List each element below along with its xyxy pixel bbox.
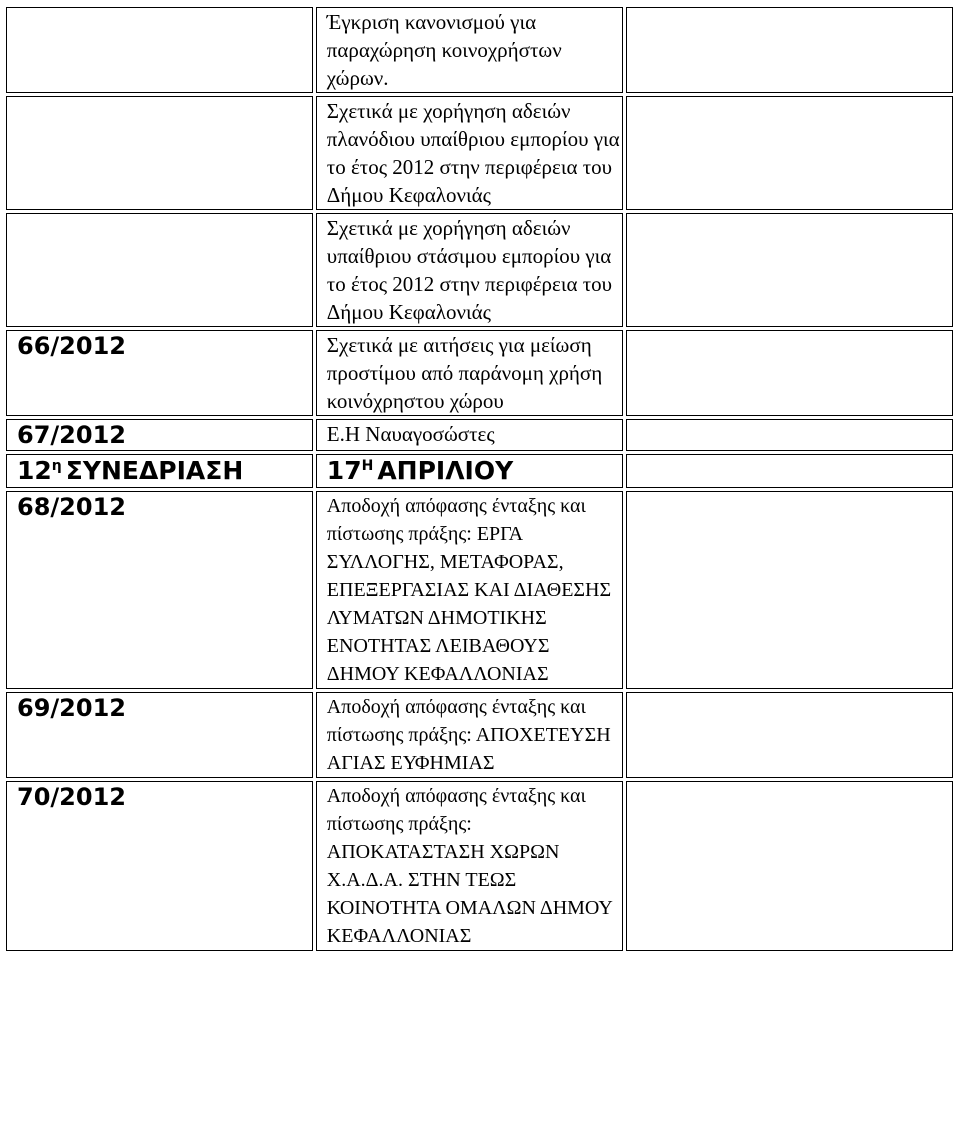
decision-number: [6, 96, 313, 210]
decision-title: Ε.Η Ναυαγοσώστες: [316, 419, 623, 451]
empty-cell: [626, 330, 953, 416]
table-row: [6, 330, 953, 416]
decision-number: 70/2012: [6, 781, 313, 951]
decision-number: 68/2012: [6, 491, 313, 689]
decision-title: Σχετικά με χορήγηση αδειών υπαίθριου στάσιμου εμπορίου για το έτος 2012 στην περιφέρεια του Δήμου Κεφαλονιάς: [316, 213, 623, 327]
decision-title: Σχετικά με αιτήσεις για μείωση προστίμου από παράνομη χρήση κοινόχρηστου χώρου: [316, 330, 623, 416]
session-label: ΣΥΝΕΔΡΙΑΣΗ: [65, 456, 244, 485]
table-row: [6, 213, 953, 327]
decision-number: 66/2012: [6, 330, 313, 416]
empty-cell: [626, 781, 953, 951]
table-row: [6, 781, 953, 951]
decision-title: Αποδοχή απόφασης ένταξης και πίστωσης πράξης: ΕΡΓΑ ΣΥΛΛΟΓΗΣ, ΜΕΤΑΦΟΡΑΣ, ΕΠΕΞΕΡΓΑΣΙΑΣ ΚΑΙ ΔΙΑΘΕΣΗΣ ΛΥΜΑΤΩΝ ΔΗΜΟΤΙΚΗΣ ΕΝΟΤΗΤΑΣ ΛΕΙΒΑΘΟΥΣ ΔΗΜΟΥ ΚΕΦΑΛΛΟΝΙΑΣ: [316, 491, 623, 689]
empty-cell: [626, 692, 953, 778]
empty-cell: [626, 419, 953, 451]
table-row: [6, 7, 953, 93]
empty-cell: [626, 7, 953, 93]
session-header-row: [6, 454, 953, 488]
empty-cell: [626, 491, 953, 689]
session-day-sup: Η: [361, 457, 374, 474]
empty-cell: [626, 96, 953, 210]
decision-number: [6, 213, 313, 327]
table-row: [6, 96, 953, 210]
session-num-sup: η: [51, 457, 62, 474]
decision-number: 67/2012: [6, 419, 313, 451]
decisions-table: [3, 4, 956, 954]
decision-number: 69/2012: [6, 692, 313, 778]
table-row: [6, 419, 953, 451]
empty-cell: [626, 454, 953, 488]
session-day: 17: [326, 456, 362, 485]
session-num: 12: [17, 456, 52, 485]
session-number: [6, 454, 313, 488]
decision-number: [6, 7, 313, 93]
empty-cell: [626, 213, 953, 327]
table-row: [6, 491, 953, 689]
decision-title: Σχετικά με χορήγηση αδειών πλανόδιου υπαίθριου εμπορίου για το έτος 2012 στην περιφέρεια του Δήμου Κεφαλονιάς: [316, 96, 623, 210]
decision-title: Αποδοχή απόφασης ένταξης και πίστωσης πράξης: ΑΠΟΚΑΤΑΣΤΑΣΗ ΧΩΡΩΝ Χ.Α.Δ.Α. ΣΤΗΝ ΤΕΩΣ ΚΟΙΝΟΤΗΤΑ ΟΜΑΛΩΝ ΔΗΜΟΥ ΚΕΦΑΛΛΟΝΙΑΣ: [316, 781, 623, 951]
decision-title: Αποδοχή απόφασης ένταξης και πίστωσης πράξης: ΑΠΟΧΕΤΕΥΣΗ ΑΓΙΑΣ ΕΥΦΗΜΙΑΣ: [316, 692, 623, 778]
table-row: [6, 692, 953, 778]
session-date: [316, 454, 623, 488]
decision-title: Έγκριση κανονισμού για παραχώρηση κοινοχρήστων χώρων.: [316, 7, 623, 93]
session-month: ΑΠΡΙΛΙΟΥ: [377, 456, 514, 485]
